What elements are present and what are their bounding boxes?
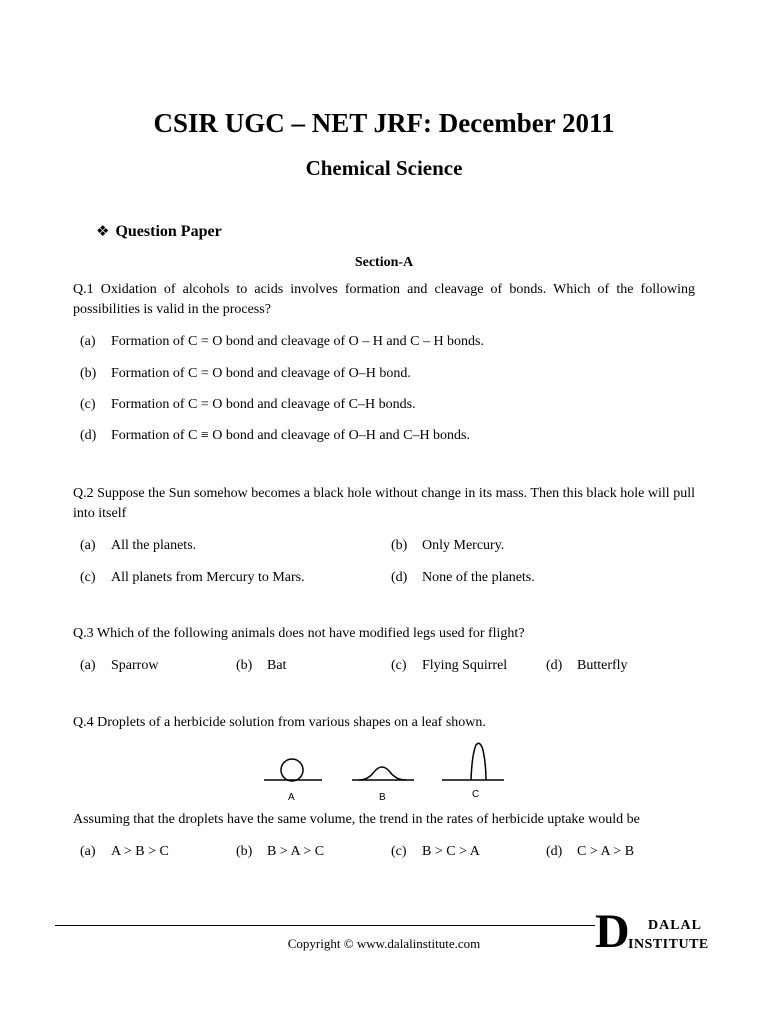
q1-option-c: (c) Formation of C = O bond and cleavage of C–H bonds. xyxy=(80,397,416,412)
footer-divider xyxy=(55,925,595,926)
copyright-text: Copyright © www.dalalinstitute.com xyxy=(287,936,481,951)
dalal-logo-letter: D xyxy=(595,905,630,958)
q2-option-b: (b) Only Mercury. xyxy=(391,538,505,553)
droplet-label-a: A xyxy=(288,792,295,802)
droplet-label-b: B xyxy=(379,792,386,802)
question-4-text: Q.4 Droplets of a herbicide solution from various shapes on a leaf shown. xyxy=(73,715,486,730)
question-1-text: Q.1 Oxidation of alcohols to acids involves formation and cleavage of bonds. Which of the following possibilities is valid in the process? xyxy=(73,282,695,317)
q2-option-c: (c) All planets from Mercury to Mars. xyxy=(80,570,305,585)
question-2-text: Q.2 Suppose the Sun somehow becomes a black hole without change in its mass. Then this black hole will pull into itself xyxy=(73,486,695,521)
section-heading: Section-A xyxy=(354,255,414,270)
question-paper-label: Question Paper xyxy=(115,223,222,240)
q2-option-d: (d) None of the planets. xyxy=(391,570,535,585)
q1-option-a: (a) Formation of C = O bond and cleavage of O – H and C – H bonds. xyxy=(80,334,485,349)
q3-option-d: (d) Butterfly xyxy=(546,658,628,673)
q4-option-d: (d) C > A > B xyxy=(546,844,635,859)
droplet-b xyxy=(359,767,406,780)
q4-option-b: (b) B > A > C xyxy=(236,844,325,859)
question-3-text: Q.3 Which of the following animals does not have modified legs used for flight? xyxy=(73,626,525,641)
diamond-bullet-icon: ❖ xyxy=(96,222,110,240)
dalal-logo-line2: INSTITUTE xyxy=(628,937,709,952)
q4-option-a: (a) A > B > C xyxy=(80,844,169,859)
droplet-shapes-figure xyxy=(260,740,510,802)
q1-option-d: (d) Formation of C ≡ O bond and cleavage of O–H and C–H bonds. xyxy=(80,428,471,443)
question-4-followup: Assuming that the droplets have the same volume, the trend in the rates of herbicide uptake would be xyxy=(73,812,640,827)
droplet-label-c: C xyxy=(472,789,480,800)
q3-option-b: (b) Bat xyxy=(236,658,287,673)
question-paper-heading xyxy=(96,222,222,241)
q1-option-b: (b) Formation of C = O bond and cleavage of O–H bond. xyxy=(80,366,411,381)
q2-option-a: (a) All the planets. xyxy=(80,538,197,553)
page-title: CSIR UGC – NET JRF: December 2011 xyxy=(153,108,615,138)
q4-option-c: (c) B > C > A xyxy=(391,844,480,859)
droplet-c xyxy=(471,743,486,780)
page-subtitle: Chemical Science xyxy=(305,156,463,180)
q3-option-a: (a) Sparrow xyxy=(80,658,159,673)
dalal-logo-line1: DALAL xyxy=(648,918,703,933)
q3-option-c: (c) Flying Squirrel xyxy=(391,658,508,673)
droplet-a xyxy=(281,759,303,781)
